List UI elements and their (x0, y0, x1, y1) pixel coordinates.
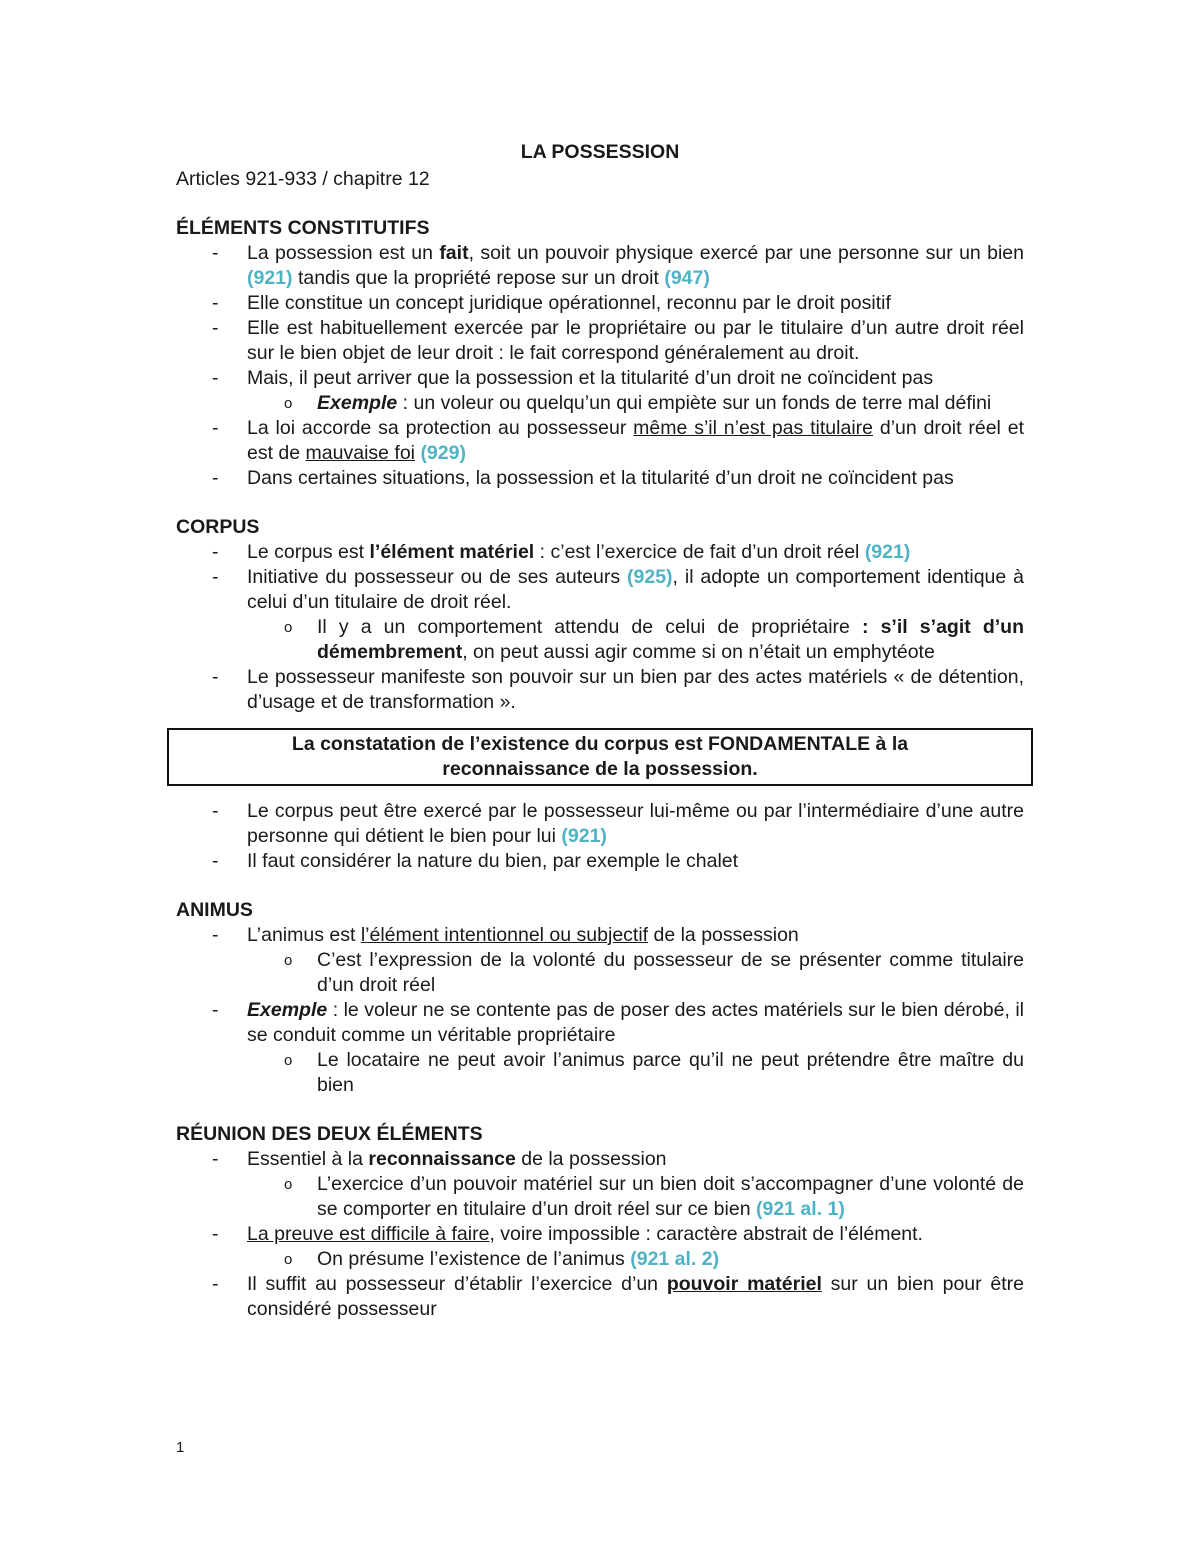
list-item: - Dans certaines situations, la possession et la titularité d’un droit ne coïncident pas (176, 466, 1024, 491)
section-heading-reunion: RÉUNION DES DEUX ÉLÉMENTS (176, 1123, 483, 1145)
sub-list-item: o L’exercice d’un pouvoir matériel sur un bien doit s’accompagner d’une volonté de se comporter en titulaire d’un droit réel sur ce bien (921 al. 1) (176, 1172, 1024, 1222)
list-item: - Elle est habituellement exercée par le propriétaire ou par le titulaire d’un autre droit réel sur le bien objet de leur droit : le fait correspond généralement au droit. (176, 316, 1024, 366)
sub-list-item: o Il y a un comportement attendu de celui de propriétaire : s’il s’agit d’un démembrement, on peut aussi agir comme si on n’était un emphytéote (176, 615, 1024, 665)
list-item: - La loi accorde sa protection au possesseur même s’il n’est pas titulaire d’un droit réel et est de mauvaise foi (929) (176, 416, 1024, 466)
sub-list-item: o Exemple : un voleur ou quelqu’un qui empiète sur un fonds de terre mal défini (176, 391, 1024, 416)
article-reference: (921) (247, 267, 293, 289)
list-item: - La possession est un fait, soit un pouvoir physique exercé par une personne sur un bien (921) tandis que la propriété repose sur un droit (947) (176, 241, 1024, 291)
section-heading-elements: ÉLÉMENTS CONSTITUTIFS (176, 217, 430, 239)
list-item: - Exemple : le voleur ne se contente pas de poser des actes matériels sur le bien dérobé, il se conduit comme un véritable propriétaire (176, 998, 1024, 1048)
list-item: - Il faut considérer la nature du bien, par exemple le chalet (176, 849, 1024, 874)
list-item: - Initiative du possesseur ou de ses auteurs (925), il adopte un comportement identique à celui d’un titulaire de droit réel. (176, 565, 1024, 615)
page-subtitle: Articles 921-933 / chapitre 12 (176, 168, 430, 190)
article-reference: (929) (420, 442, 466, 464)
list-item: - Mais, il peut arriver que la possession et la titularité d’un droit ne coïncident pas (176, 366, 1024, 391)
sub-list-item: o On présume l’existence de l’animus (921 al. 2) (176, 1247, 1024, 1272)
article-reference: (925) (627, 566, 673, 588)
highlight-line: La constatation de l’existence du corpus est FONDAMENTALE à la (291, 733, 909, 755)
list-item: - Il suffit au possesseur d’établir l’exercice d’un pouvoir matériel sur un bien pour être considéré possesseur (176, 1272, 1024, 1322)
section-heading-corpus: CORPUS (176, 516, 260, 538)
page-title: LA POSSESSION (520, 141, 680, 163)
highlight-line: reconnaissance de la possession. (442, 758, 758, 780)
list-item: - L’animus est l’élément intentionnel ou subjectif de la possession (176, 923, 1024, 948)
article-reference: (921) (864, 541, 911, 563)
list-item: - Essentiel à la reconnaissance de la possession (176, 1147, 1024, 1172)
list-item: - Le corpus peut être exercé par le possesseur lui-même ou par l’intermédiaire d’une autre personne qui détient le bien pour lui (921) (176, 799, 1024, 849)
list-item: - La preuve est difficile à faire, voire impossible : caractère abstrait de l’élément. (176, 1222, 1024, 1247)
sub-list-item: o Le locataire ne peut avoir l’animus parce qu’il ne peut prétendre être maître du bien (176, 1048, 1024, 1098)
list-item: - Le possesseur manifeste son pouvoir sur un bien par des actes matériels « de détention, d’usage et de transformation ». (176, 665, 1024, 715)
article-reference: (947) (664, 267, 710, 289)
document-page (176, 140, 1024, 1322)
article-reference: (921 al. 2) (630, 1248, 720, 1270)
article-reference: (921 al. 1) (755, 1198, 845, 1220)
section-heading-animus: ANIMUS (176, 899, 253, 921)
article-reference: (921) (561, 825, 607, 847)
highlight-box (167, 728, 1033, 786)
list-item: - Le corpus est l’élément matériel : c’est l’exercice de fait d’un droit réel (921) (176, 540, 1024, 565)
list-item: - Elle constitue un concept juridique opérationnel, reconnu par le droit positif (176, 291, 1024, 316)
page-number: 1 (176, 1439, 185, 1456)
sub-list-item: o C’est l’expression de la volonté du possesseur de se présenter comme titulaire d’un droit réel (176, 948, 1024, 998)
